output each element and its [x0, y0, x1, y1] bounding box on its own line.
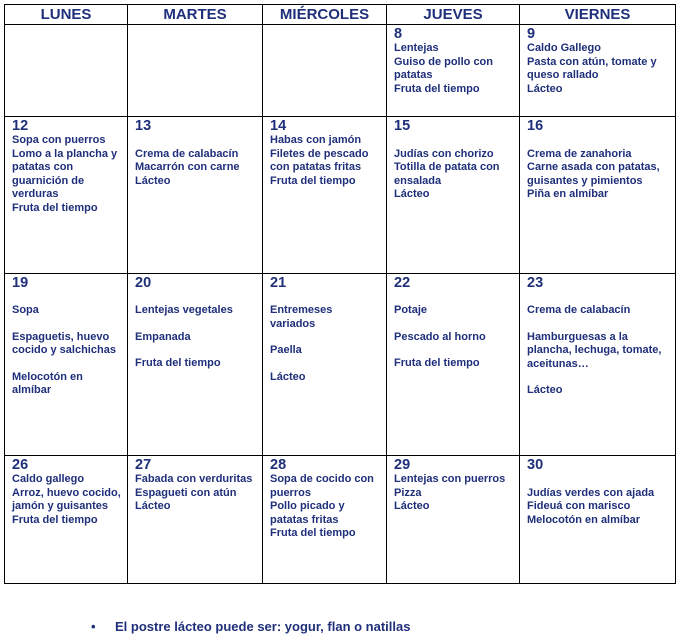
dish-item: Guiso de pollo con patatas	[394, 55, 493, 81]
day-cell	[387, 117, 520, 274]
day-cell	[387, 274, 520, 456]
dish-item: Totilla de patata con ensalada	[394, 161, 500, 187]
dish-item: Macarrón con carne	[135, 161, 240, 173]
day-number: 15	[394, 118, 411, 134]
day-number: 12	[12, 118, 29, 134]
weekday-header-friday: VIERNES	[520, 5, 676, 25]
dish-item: Fabada con verduritas	[135, 473, 253, 485]
day-cell	[263, 117, 387, 274]
dish-item: Judías con chorizo	[394, 147, 494, 160]
dish-item: Lácteo	[527, 384, 563, 396]
day-number: 28	[270, 457, 287, 473]
day-number: 13	[135, 118, 152, 134]
weekday-header-row	[5, 5, 676, 25]
day-cell	[520, 274, 676, 456]
day-cell	[5, 456, 128, 584]
week-row	[5, 456, 676, 584]
day-number: 29	[394, 457, 411, 473]
dish-item: Habas con jamón	[270, 134, 362, 146]
day-number: 22	[394, 275, 411, 291]
dish-item: Lentejas	[394, 42, 439, 54]
day-number: 21	[270, 275, 287, 291]
dish-item: Sopa de cocido con puerros	[270, 473, 374, 499]
dish-item	[527, 134, 669, 148]
day-number: 30	[527, 457, 544, 473]
dish-item: Lomo a la plancha y patatas con guarnición de verduras	[12, 147, 118, 200]
footnote	[91, 619, 410, 634]
weeks-body	[5, 25, 676, 584]
dish-item: Caldo gallego	[12, 473, 85, 485]
weekday-header-tuesday: MARTES	[128, 5, 263, 25]
dish-item: Pescado al horno	[394, 330, 486, 343]
dish-item: Fruta del tiempo	[270, 527, 356, 539]
dish-item: Fruta del tiempo	[135, 357, 221, 369]
day-cell	[520, 25, 676, 117]
weekday-header-thursday: JUEVES	[387, 5, 520, 25]
dish-item: Piña en almíbar	[527, 188, 609, 200]
dish-item: Fideuá con marisco	[527, 500, 631, 512]
dish-item: Crema de calabacín	[527, 304, 631, 316]
day-number: 16	[527, 118, 544, 134]
dish-item: Pizza	[394, 486, 422, 499]
day-cell	[128, 456, 263, 584]
dish-item: Lácteo	[394, 188, 430, 200]
dish-item: Sopa	[12, 304, 39, 316]
week-row	[5, 117, 676, 274]
dish-item: Filetes de pescado con patatas fritas	[270, 147, 369, 173]
day-cell	[5, 274, 128, 456]
dish-item: Lácteo	[135, 174, 171, 187]
dish-item: Fruta del tiempo	[12, 201, 98, 214]
day-cell	[128, 274, 263, 456]
day-cell	[128, 25, 263, 117]
dish-item: Espagueti con atún	[135, 486, 237, 499]
day-number: 9	[527, 26, 536, 42]
day-cell	[520, 456, 676, 584]
dish-item: Espaguetis, huevo cocido y salchichas	[12, 330, 116, 356]
dish-item: Fruta del tiempo	[12, 513, 98, 526]
dish-item: Fruta del tiempo	[394, 357, 480, 369]
week-row	[5, 274, 676, 456]
dish-item	[135, 134, 256, 148]
dish-item: Entremeses variados	[270, 304, 333, 330]
day-cell	[263, 456, 387, 584]
dish-item: Paella	[270, 344, 302, 356]
dish-item	[527, 473, 669, 487]
dish-item: Pollo picado y patatas fritas	[270, 500, 345, 526]
weekday-header-wednesday: MIÉRCOLES	[263, 5, 387, 25]
day-number: 14	[270, 118, 287, 134]
dish-item: Judías verdes con ajada	[527, 486, 655, 499]
dish-item: Melocotón en almíbar	[527, 513, 641, 526]
dish-item: Empanada	[135, 330, 191, 343]
dish-item: Lácteo	[394, 500, 430, 512]
day-cell	[387, 456, 520, 584]
dish-item: Fruta del tiempo	[270, 174, 356, 187]
day-cell	[263, 25, 387, 117]
day-cell	[387, 25, 520, 117]
dish-item: Lácteo	[135, 500, 171, 512]
day-cell	[263, 274, 387, 456]
day-cell	[520, 117, 676, 274]
dish-item: Carne asada con patatas, guisantes y pimientos	[527, 161, 660, 187]
dish-item: Sopa con puerros	[12, 134, 106, 146]
day-number: 23	[527, 275, 544, 291]
day-cell	[5, 117, 128, 274]
dish-item: Pasta con atún, tomate y queso rallado	[527, 55, 657, 81]
day-cell	[5, 25, 128, 117]
dish-item: Arroz, huevo cocido, jamón y guisantes	[12, 486, 121, 512]
dish-item: Potaje	[394, 304, 428, 316]
dish-item: Fruta del tiempo	[394, 82, 480, 95]
dish-item: Caldo Gallego	[527, 42, 601, 54]
day-number: 20	[135, 275, 152, 291]
weekday-header-monday: LUNES	[5, 5, 128, 25]
dish-item: Melocotón en almíbar	[12, 370, 83, 396]
day-cell	[128, 117, 263, 274]
dish-item: Lácteo	[270, 370, 306, 383]
week-row	[5, 25, 676, 117]
dish-item: Hamburguesas a la plancha, lechuga, tomate, aceitunas…	[527, 330, 662, 370]
dish-item: Lentejas con puerros	[394, 473, 506, 485]
day-number: 26	[12, 457, 29, 473]
dish-item: Crema de calabacín	[135, 147, 239, 160]
dish-item: Lácteo	[527, 82, 563, 95]
menu-calendar	[4, 4, 676, 584]
dish-item: Crema de zanahoria	[527, 147, 632, 160]
day-number: 19	[12, 275, 29, 291]
day-number: 8	[394, 26, 403, 42]
dish-item: Lentejas vegetales	[135, 304, 233, 316]
day-number: 27	[135, 457, 152, 473]
bullet-icon: •	[91, 619, 96, 634]
dish-item	[394, 134, 513, 148]
footnote-text: El postre lácteo puede ser: yogur, flan o natillas	[115, 619, 411, 634]
